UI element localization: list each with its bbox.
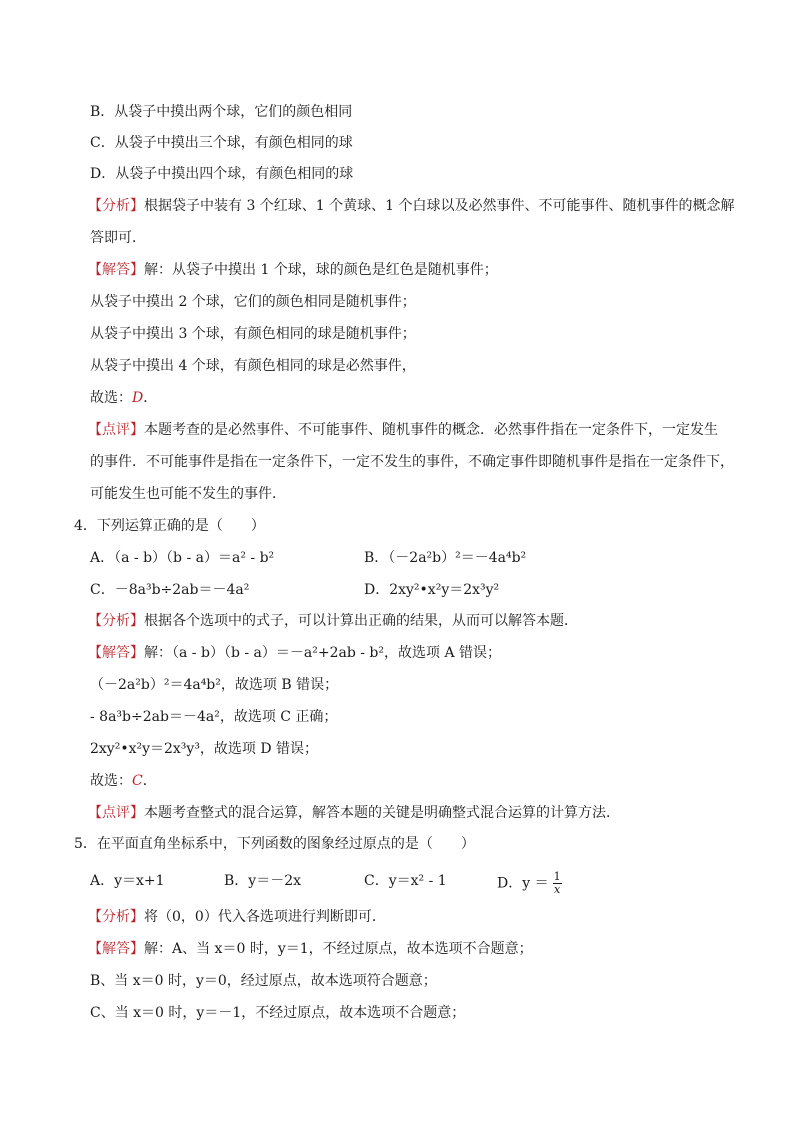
q3-comment-line-3: 可能发生也可能不发生的事件．	[90, 486, 286, 502]
q3-solution-line-2: 从袋子中摸出 2 个球，它们的颜色相同是随机事件；	[90, 294, 416, 310]
q3-answer	[90, 388, 157, 408]
q5-stem: 5．在平面直角坐标系中，下列函数的图象经过原点的是（ ）	[74, 836, 475, 852]
option-d-prefix: D．y ＝	[497, 875, 549, 892]
fraction-denominator: x	[553, 883, 561, 896]
comment-tag: 【点评】	[88, 805, 144, 821]
q3-solution	[88, 260, 498, 280]
answer-letter: C	[132, 773, 143, 789]
answer-suffix: ．	[143, 390, 158, 406]
q3-analysis	[88, 196, 735, 216]
solution-tag: 【解答】	[88, 645, 144, 661]
q3-option-c: C．从袋子中摸出三个球，有颜色相同的球	[90, 135, 353, 151]
q3-comment	[88, 420, 718, 440]
q3-analysis-cont: 答即可．	[90, 230, 146, 246]
analysis-tag: 【分析】	[88, 198, 144, 214]
analysis-tag: 【分析】	[88, 613, 144, 629]
comment-text: 本题考查整式的混合运算，解答本题的关键是明确整式混合运算的计算方法．	[144, 805, 620, 821]
q5-option-d	[497, 871, 562, 896]
fraction	[553, 871, 562, 896]
solution-text: 解：从袋子中摸出 1 个球，球的颜色是红色是随机事件；	[144, 262, 498, 278]
q4-solution-line-2: （－2a²b）²＝4a⁴b²，故选项 B 错误；	[90, 677, 339, 693]
q4-solution	[88, 643, 501, 663]
analysis-tag: 【分析】	[88, 909, 144, 925]
q4-analysis	[88, 611, 578, 631]
solution-tag: 【解答】	[88, 941, 144, 957]
analysis-text: 将（0，0）代入各选项进行判断即可．	[144, 909, 386, 925]
q3-option-d: D．从袋子中摸出四个球，有颜色相同的球	[90, 166, 354, 182]
analysis-text: 根据袋子中装有 3 个红球、1 个黄球、1 个白球以及必然事件、不可能事件、随机事件的概念解	[144, 198, 735, 214]
q4-comment	[88, 803, 620, 823]
q4-option-b: B．（－2a²b）²＝－4a⁴b²	[364, 550, 527, 566]
q5-option-a: A．y＝x+1	[90, 873, 165, 889]
q4-answer	[90, 771, 157, 791]
q5-analysis	[88, 907, 386, 927]
q5-solution	[88, 939, 533, 959]
q4-solution-line-4: 2xy²•x²y＝2x³y³，故选项 D 错误；	[90, 741, 319, 757]
solution-text: 解：A、当 x＝0 时，y＝1，不经过原点，故本选项不合题意；	[144, 941, 533, 957]
solution-text: 解：（a - b）（b - a）＝－a²+2ab - b²，故选项 A 错误；	[144, 645, 501, 661]
answer-letter: D	[132, 390, 144, 406]
answer-prefix: 故选：	[90, 773, 132, 789]
q4-option-a: A．（a - b）（b - a）＝a² - b²	[90, 550, 275, 566]
q3-solution-line-3: 从袋子中摸出 3 个球，有颜色相同的球是随机事件；	[90, 326, 416, 342]
solution-tag: 【解答】	[88, 262, 144, 278]
answer-suffix: ．	[142, 773, 157, 789]
q5-option-b: B．y＝－2x	[224, 873, 301, 889]
answer-prefix: 故选：	[90, 390, 132, 406]
q5-solution-line-3: C、当 x＝0 时，y＝－1，不经过原点，故本选项不合题意；	[90, 1005, 466, 1021]
q5-solution-line-2: B、当 x＝0 时，y＝0，经过原点，故本选项符合题意；	[90, 973, 437, 989]
fraction-numerator: 1	[553, 870, 561, 883]
q3-solution-line-4: 从袋子中摸出 4 个球，有颜色相同的球是必然事件，	[90, 358, 416, 374]
q4-option-d: D．2xy²•x²y＝2x³y²	[364, 582, 500, 598]
comment-tag: 【点评】	[88, 422, 144, 438]
comment-text: 本题考查的是必然事件、不可能事件、随机事件的概念．必然事件指在一定条件下，一定发生	[144, 422, 718, 438]
analysis-text: 根据各个选项中的式子，可以计算出正确的结果，从而可以解答本题．	[144, 613, 578, 629]
q3-comment-line-2: 的事件．不可能事件是指在一定条件下，一定不发生的事件，不确定事件即随机事件是指在一定条件下，	[90, 454, 734, 470]
q3-option-b: B．从袋子中摸出两个球，它们的颜色相同	[90, 104, 353, 120]
q4-solution-line-3: - 8a³b÷2ab＝－4a²，故选项 C 正确；	[90, 709, 338, 725]
q5-option-c: C．y＝x² - 1	[364, 873, 447, 889]
q4-stem: 4．下列运算正确的是（ ）	[74, 518, 265, 534]
q4-option-c: C．－8a³b÷2ab＝－4a²	[90, 582, 250, 598]
